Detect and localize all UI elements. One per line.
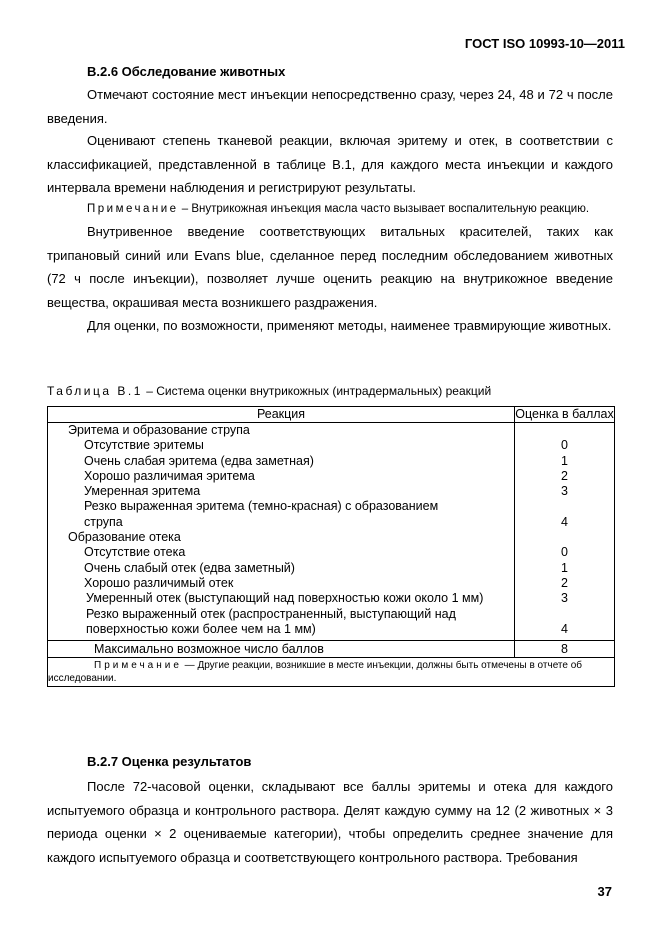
table-note <box>48 658 615 687</box>
row-score: 4 <box>561 514 568 529</box>
table-row <box>48 469 615 484</box>
row-label: Умеренная эритема <box>48 484 515 499</box>
section-b27-paragraph-1: После 72-часовой оценки, складывают все баллы эритемы и отека для каждого испытуемого образца и контрольного раствора. Делят каждую сумму на 12 (2 животных × 3 периода оценки × 2 оцениваемые категории), чтобы определить среднее значение для каждого испытуемого образца и соответствующего контрольного раствора. Требования <box>47 779 613 865</box>
col-header-score: Оценка в баллах <box>515 407 614 421</box>
row-label: Умеренный отек (выступающий над поверхностью кожи около 1 мм) <box>48 591 515 606</box>
section-b26-paragraph-3: Внутривенное введение соответствующих витальных красителей, таких как трипановый синий или Evans blue, сделанное перед последним обследованием животных (72 ч после инъекции), позволяет лучше оценить реакцию на внутрикожное введение вещества, окрашивая места возникшего раздражения. <box>47 224 613 310</box>
row-score: 3 <box>561 591 568 606</box>
row-label: Хорошо различимый отек <box>48 576 515 591</box>
note-text: – Внутрикожная инъекция масла часто вызывает воспалительную реакцию. <box>178 203 590 215</box>
table-row <box>48 545 615 560</box>
group-label-erythema: Эритема и образование струпа <box>48 423 515 439</box>
row-score: 4 <box>561 621 568 636</box>
table-row <box>48 561 615 576</box>
row-label: Резко выраженный отек (распространенный, выступающий над поверхностью кожи более чем на 1 мм) <box>48 607 515 641</box>
row-score: 1 <box>561 560 568 575</box>
group-row-edema <box>48 530 615 545</box>
section-b26-heading: B.2.6 Обследование животных <box>87 64 286 79</box>
row-score: 3 <box>561 484 568 499</box>
group-row-erythema <box>48 423 615 439</box>
table-row <box>48 591 615 606</box>
row-score: 0 <box>561 438 568 453</box>
row-label: Отсутствие отека <box>48 545 515 560</box>
row-label: Отсутствие эритемы <box>48 438 515 453</box>
table-row <box>48 484 615 499</box>
table-caption-label: Таблица В.1 <box>47 384 143 398</box>
table-row <box>48 576 615 591</box>
scoring-table <box>47 406 615 687</box>
row-label: Очень слабая эритема (едва заметная) <box>48 454 515 469</box>
table-caption-text: – Система оценки внутрикожных (интрадермальных) реакций <box>142 384 492 398</box>
max-score-value: 8 <box>561 642 568 657</box>
section-b27-heading: B.2.7 Оценка результатов <box>87 754 252 769</box>
table-row <box>48 607 615 641</box>
table-note-text: — Другие реакции, возникшие в месте инъекции, должны быть отмечены в отчете об исследовании. <box>48 660 583 685</box>
row-score: 1 <box>561 453 568 468</box>
page-number: 37 <box>597 884 612 899</box>
row-label: Хорошо различимая эритема <box>48 469 515 484</box>
row-score: 2 <box>561 468 568 483</box>
table-row <box>48 499 615 530</box>
table-row <box>48 438 615 453</box>
row-score: 2 <box>561 575 568 590</box>
row-label: Очень слабый отек (едва заметный) <box>48 561 515 576</box>
max-score-label: Максимально возможное число баллов <box>48 641 515 658</box>
table-header-row <box>48 407 615 423</box>
table-row <box>48 454 615 469</box>
section-b26-note <box>47 200 613 218</box>
group-label-edema: Образование отека <box>48 530 515 545</box>
document-header: ГОСТ ISO 10993-10—2011 <box>464 36 625 51</box>
table-note-row <box>48 658 615 687</box>
note-label: Примечание <box>87 203 179 215</box>
section-b26-paragraph-1: Отмечают состояние мест инъекции непосредственно сразу, через 24, 48 и 72 ч после введения. <box>47 87 613 126</box>
col-header-reaction: Реакция <box>48 407 515 423</box>
section-b26-paragraph-2: Оценивают степень тканевой реакции, включая эритему и отек, в соответствии с классификацией, представленной в таблице В.1, для каждого места инъекции и каждого интервала времени наблюдения и регистрируют результаты. <box>47 133 613 195</box>
row-score: 0 <box>561 545 568 560</box>
row-label: Резко выраженная эритема (темно-красная) с образованием струпа <box>48 499 515 530</box>
table-caption <box>47 384 491 398</box>
section-b26-paragraph-4: Для оценки, по возможности, применяют методы, наименее травмирующие животных. <box>87 318 612 333</box>
table-note-label: Примечание <box>94 660 182 672</box>
max-score-row <box>48 641 615 658</box>
